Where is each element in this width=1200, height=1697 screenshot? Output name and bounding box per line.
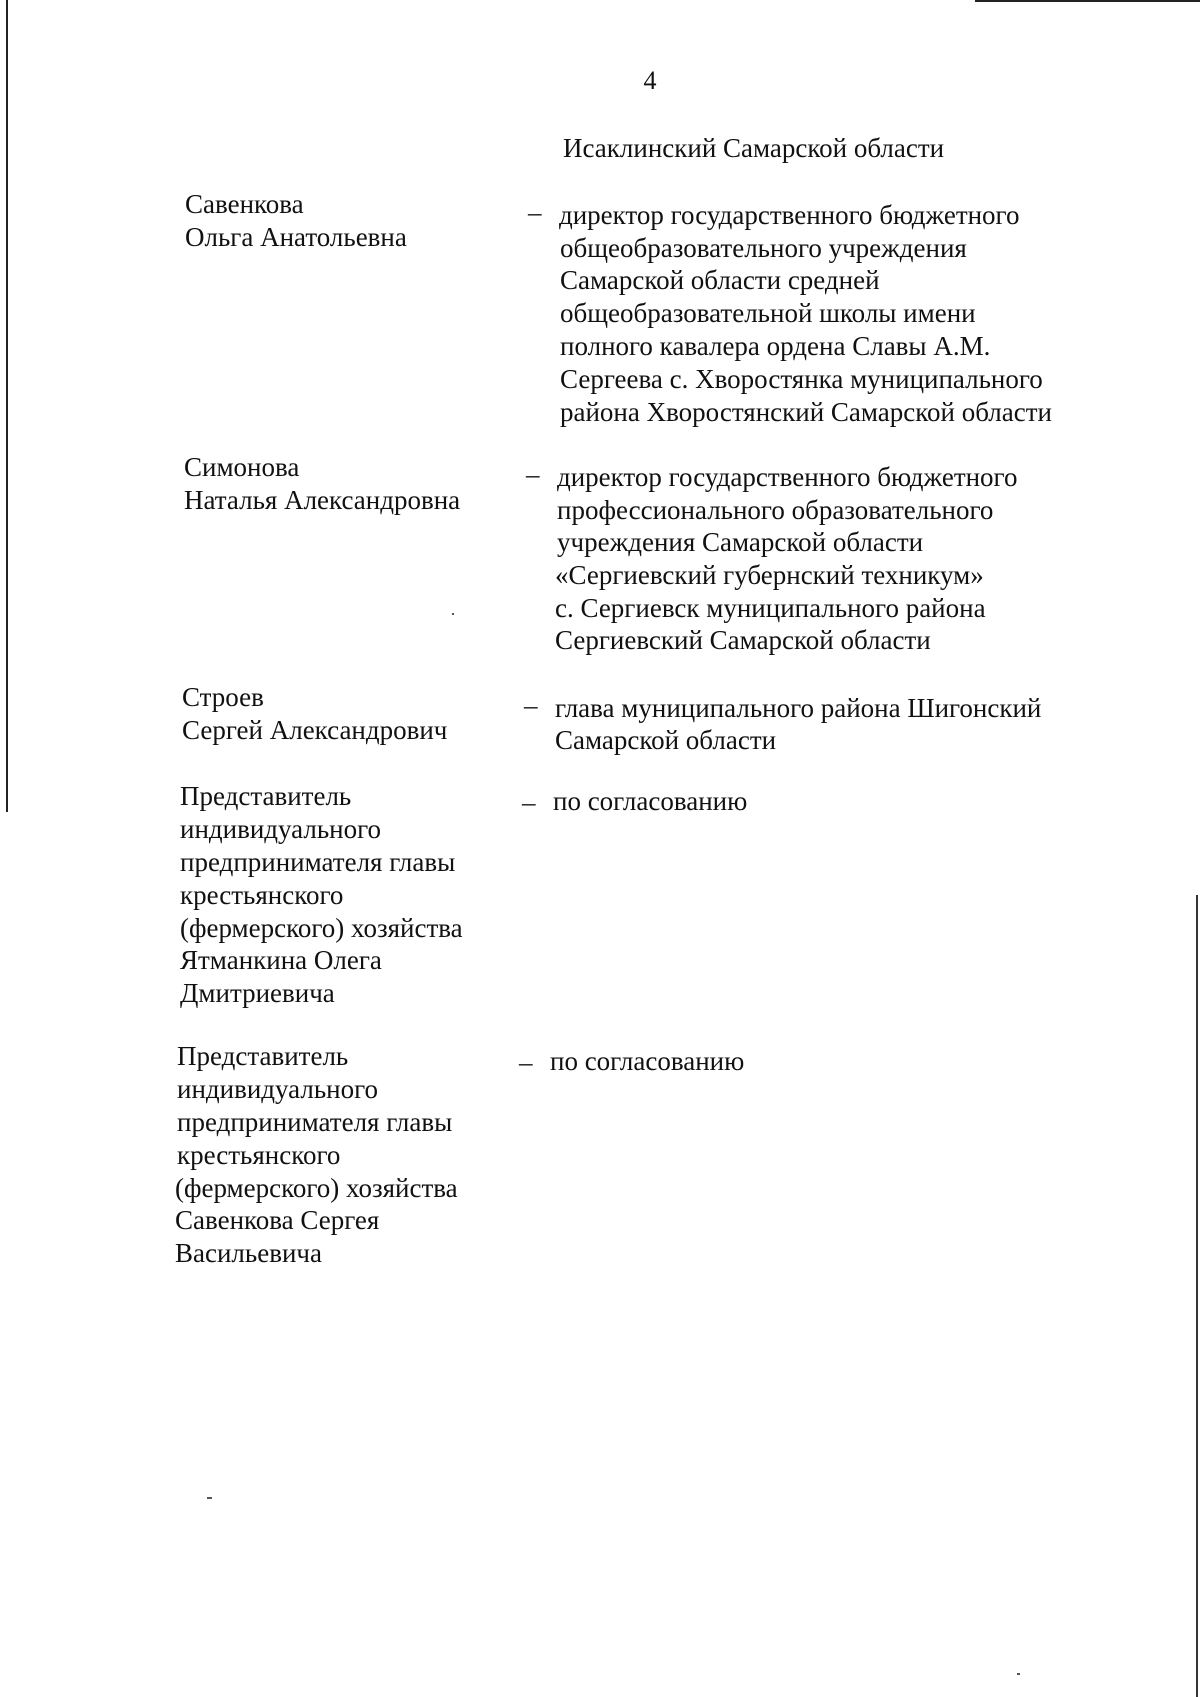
member-position-line: полного кавалера ордена Славы А.М. (560, 331, 991, 361)
member-position-line: Самарской области (555, 725, 777, 755)
member-position-line: Сергеева с. Хворостянка муниципального (560, 364, 1043, 394)
member-position-line: директор государственного бюджетного (559, 200, 1020, 230)
member-name-line: крестьянского (177, 1140, 341, 1170)
member-name-line: предпринимателя главы (180, 847, 456, 877)
member-position-line: общеобразовательной школы имени (560, 298, 976, 328)
member-name-line: индивидуального (180, 814, 382, 844)
scan-edge-top (975, 0, 1200, 2)
member-position-line: района Хворостянский Самарской области (560, 397, 1052, 427)
member-position-line: директор государственного бюджетного (557, 462, 1018, 492)
member-position-line: по согласованию (553, 786, 748, 816)
member-position-line: по согласованию (550, 1046, 745, 1076)
member-position-line: Сергиевский Самарской области (555, 625, 931, 655)
member-position-line: глава муниципального района Шигонский (555, 693, 1042, 723)
member-position-line: профессионального образовательного (557, 495, 994, 525)
member-name-line: Ольга Анатольевна (185, 222, 407, 252)
member-name-line: (фермерского) хозяйства (175, 1173, 458, 1203)
member-name-line: Строев (182, 682, 264, 712)
scan-speck (207, 1497, 212, 1499)
member-name-line: Симонова (184, 452, 300, 482)
member-name-line: Сергей Александрович (182, 715, 448, 745)
dash-separator: – (519, 1047, 533, 1077)
member-name-line: Представитель (177, 1041, 349, 1071)
scan-edge-right (1196, 895, 1198, 1697)
page-number: 4 (643, 66, 657, 95)
member-position-line: учреждения Самарской области (557, 527, 924, 557)
dash-separator: – (522, 787, 536, 817)
member-name-line: Дмитриевича (180, 978, 335, 1008)
scan-speck (452, 613, 454, 615)
member-position-line: Самарской области средней (560, 265, 880, 295)
member-name-line: (фермерского) хозяйства (180, 913, 463, 943)
member-position-line: общеобразовательного учреждения (560, 233, 967, 263)
member-name-line: Васильевича (175, 1238, 322, 1268)
member-name-line: Представитель (180, 781, 352, 811)
dash-separator: – (528, 197, 542, 227)
member-name-line: предпринимателя главы (177, 1107, 453, 1137)
member-position-line: с. Сергиевск муниципального района (555, 593, 986, 623)
member-name-line: крестьянского (180, 880, 344, 910)
member-position-line: «Сергиевский губернский техникум» (555, 560, 984, 590)
member-name-line: Савенкова Сергея (175, 1205, 380, 1235)
member-name-line: Наталья Александровна (184, 485, 461, 515)
scan-speck (1017, 1673, 1020, 1675)
continuation-line: Исаклинский Самарской области (563, 133, 945, 163)
dash-separator: – (524, 690, 538, 720)
member-name-line: Савенкова (185, 189, 304, 219)
scan-edge-left (6, 0, 8, 812)
dash-separator: – (526, 459, 540, 489)
member-name-line: индивидуального (177, 1074, 379, 1104)
member-name-line: Ятманкина Олега (180, 945, 382, 975)
